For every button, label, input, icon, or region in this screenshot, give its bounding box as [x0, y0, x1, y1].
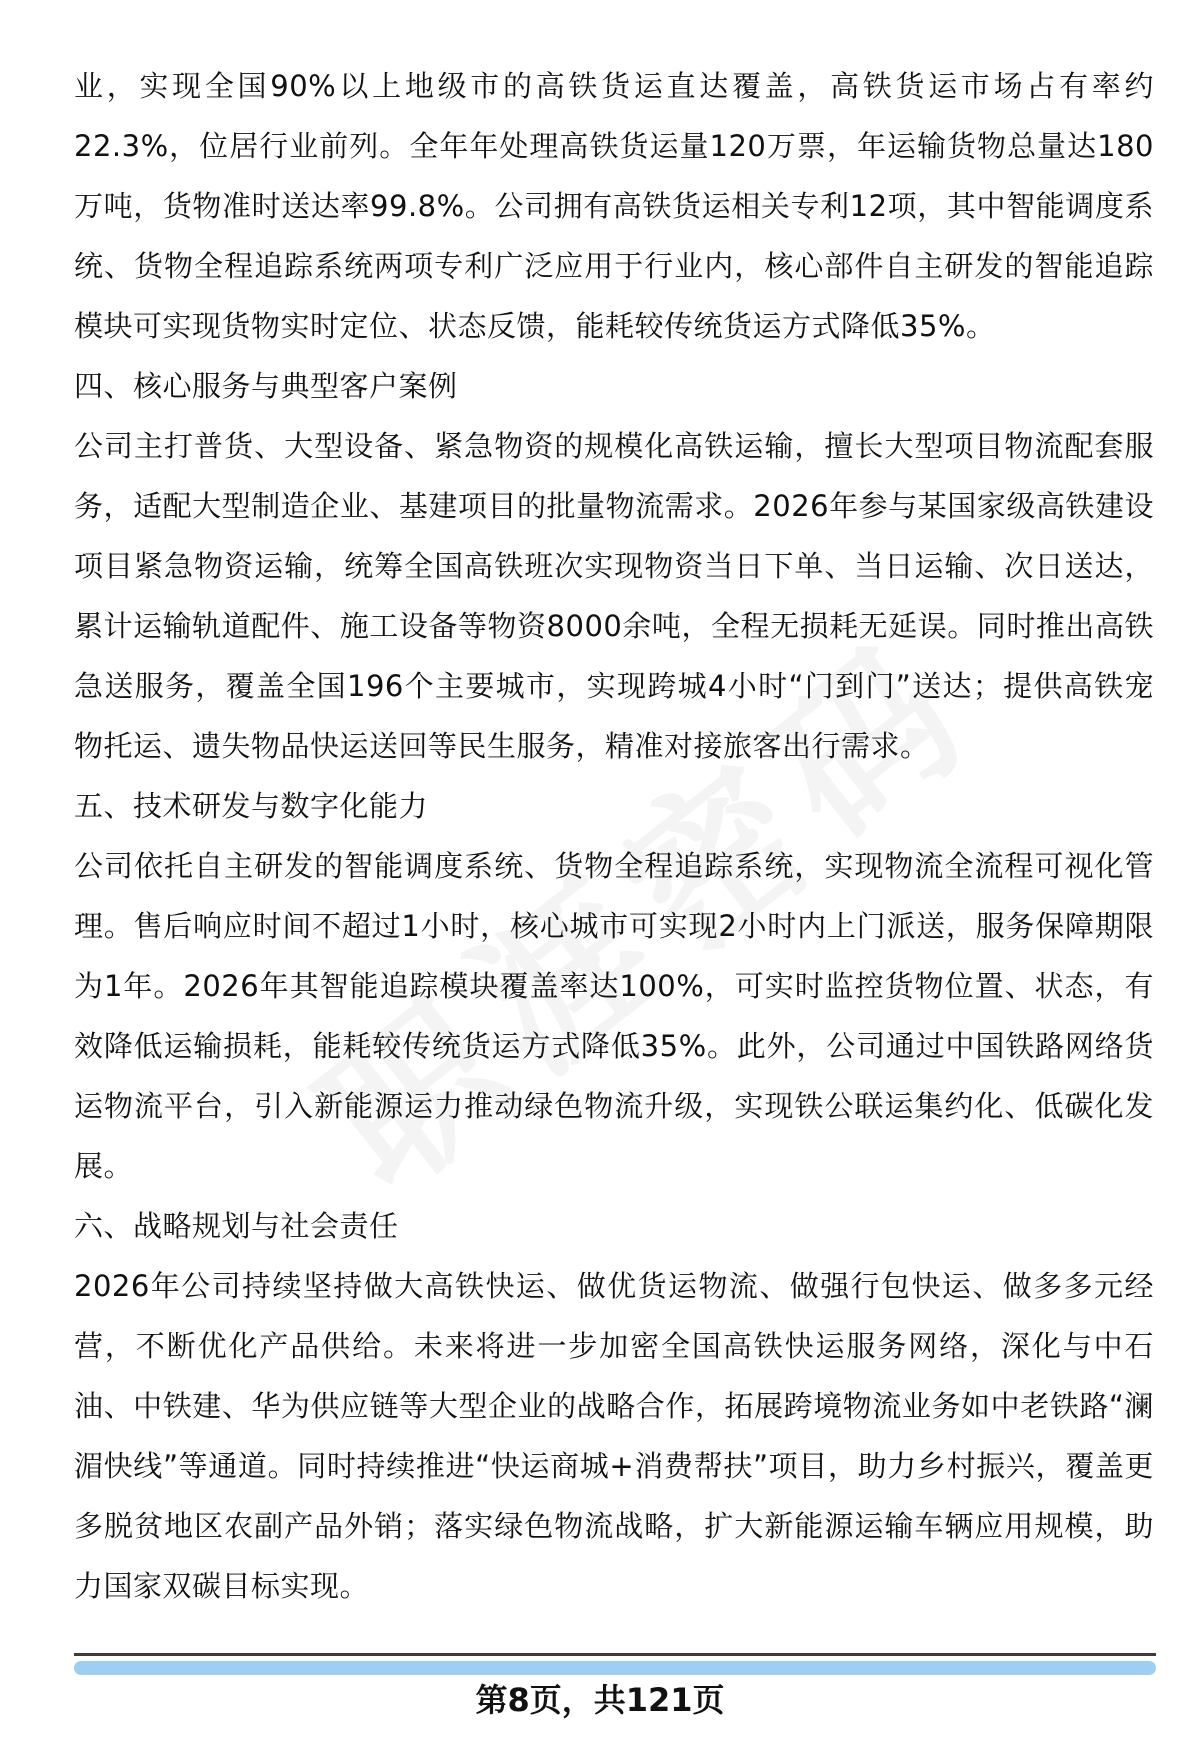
footer-accent-bar — [74, 1661, 1156, 1675]
section-five-paragraph: 公司依托自主研发的智能调度系统、货物全程追踪系统，实现物流全流程可视化管理。售后响应时间不超过1小时，核心城市可实现2小时内上门派送，服务保障期限为1年。2026年其智能追踪模块覆盖率达100%，可实时监控货物位置、状态，有效降低运输损耗，能耗较传统货运方式降低35%。此外，公司通过中国铁路网络货运物流平台，引入新能源运力推动绿色物流升级，实现铁公联运集约化、低碳化发展。 — [74, 849, 1154, 1183]
section-four-heading: 四、核心服务与典型客户案例 — [74, 369, 458, 403]
section-four-paragraph: 公司主打普货、大型设备、紧急物资的规模化高铁运输，擅长大型项目物流配套服务，适配大型制造企业、基建项目的批量物流需求。2026年参与某国家级高铁建设项目紧急物资运输，统筹全国高铁班次实现物资当日下单、当日运输、次日送达，累计运输轨道配件、施工设备等物资8000余吨，全程无损耗无延误。同时推出高铁急送服务，覆盖全国196个主要城市，实现跨城4小时“门到门”送达；提供高铁宠物托运、遗失物品快运送回等民生服务，精准对接旅客出行需求。 — [74, 429, 1154, 763]
page-number-label: 第8页，共121页 — [475, 1681, 725, 1719]
section-three-tail-paragraph: 业，实现全国90%以上地级市的高铁货运直达覆盖，高铁货运市场占有率约22.3%，位居行业前列。全年年处理高铁货运量120万票，年运输货物总量达180万吨，货物准时送达率99.8%。公司拥有高铁货运相关专利12项，其中智能调度系统、货物全程追踪系统两项专利广泛应用于行业内，核心部件自主研发的智能追踪模块可实现货物实时定位、状态反馈，能耗较传统货运方式降低35%。 — [74, 69, 1154, 343]
document-page — [74, 56, 1154, 1616]
section-six-paragraph: 2026年公司持续坚持做大高铁快运、做优货运物流、做强行包快运、做多多元经营，不断优化产品供给。未来将进一步加密全国高铁快运服务网络，深化与中石油、中铁建、华为供应链等大型企业的战略合作，拓展跨境物流业务如中老铁路“澜湄快线”等通道。同时持续推进“快运商城+消费帮扶”项目，助力乡村振兴，覆盖更多脱贫地区农副产品外销；落实绿色物流战略，扩大新能源运输车辆应用规模，助力国家双碳目标实现。 — [74, 1269, 1154, 1603]
section-five-heading: 五、技术研发与数字化能力 — [74, 789, 429, 823]
footer-divider — [74, 1653, 1156, 1656]
section-six-heading: 六、战略规划与社会责任 — [74, 1209, 399, 1243]
